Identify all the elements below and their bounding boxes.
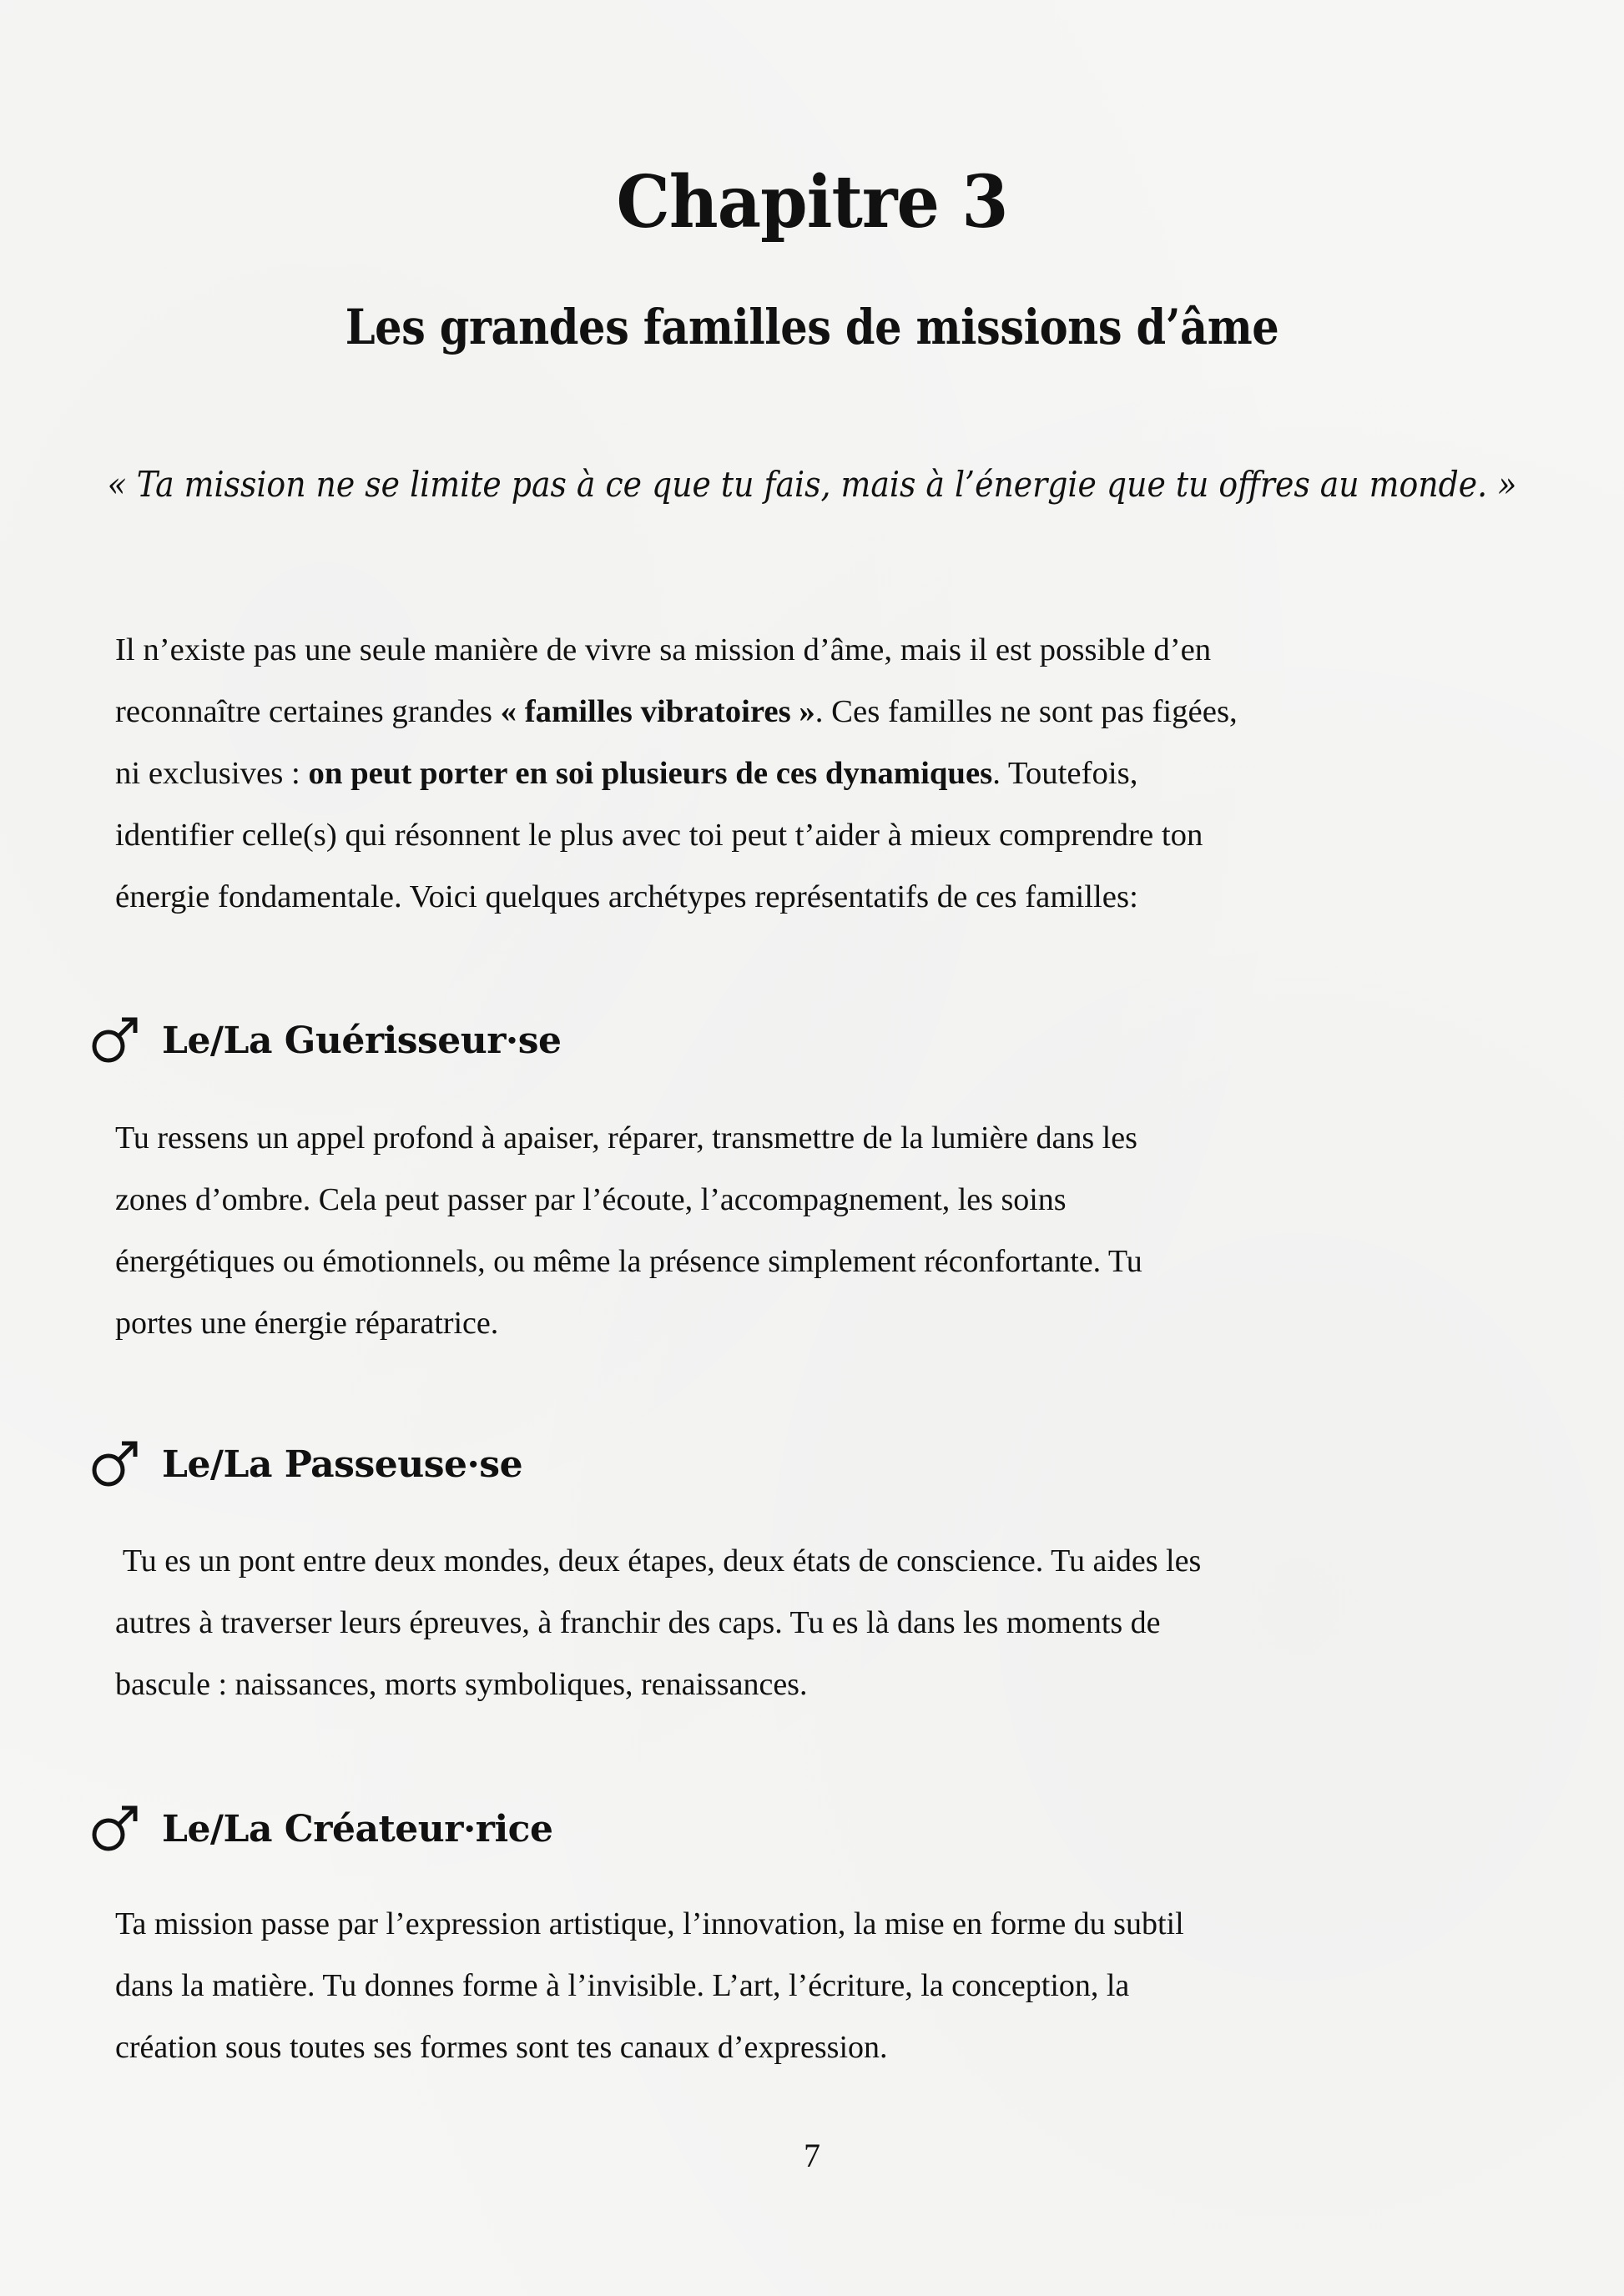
paragraph-line: bascule : naissances, morts symboliques, renaissances. [115, 1667, 808, 1702]
text-run: ni exclusives : [115, 756, 309, 791]
section-title: Le/La Passeuse·se [162, 1443, 523, 1486]
paragraph-line: Ta mission passe par l’expression artistique, l’innovation, la mise en forme du subtil [115, 1906, 1184, 1941]
intro-line: énergie fondamentale. Voici quelques archétypes représentatifs de ces familles: [115, 879, 1138, 914]
paragraph-line: énergétiques ou émotionnels, ou même la présence simplement réconfortante. Tu [115, 1244, 1142, 1279]
paragraph-line: dans la matière. Tu donnes forme à l’invisible. L’art, l’écriture, la conception, la [115, 1968, 1130, 2003]
section-heading-createur [90, 1800, 552, 1858]
intro-line: Il n’existe pas une seule manière de vivre sa mission d’âme, mais il est possible d’en [115, 632, 1212, 667]
section-paragraph [115, 1893, 1534, 2078]
epigraph-quote: « Ta mission ne se limite pas à ce que tu fais, mais à l’énergie que tu offres au monde. » [107, 464, 1517, 505]
intro-line [115, 681, 1562, 743]
male-symbol-icon [90, 1015, 142, 1066]
section-title: Le/La Guérisseur·se [162, 1019, 562, 1062]
text-run: reconnaître certaines grandes [115, 694, 501, 729]
section-title: Le/La Créateur·rice [162, 1807, 553, 1850]
section-paragraph [115, 1107, 1534, 1354]
male-symbol-icon [90, 1803, 142, 1855]
paragraph-line: Tu ressens un appel profond à apaiser, réparer, transmettre de la lumière dans les [115, 1120, 1137, 1156]
section-heading-guerisseur [90, 1011, 562, 1070]
section-paragraph [115, 1530, 1534, 1715]
paragraph-line: portes une énergie réparatrice. [115, 1306, 499, 1341]
intro-line: identifier celle(s) qui résonnent le plus avec toi peut t’aider à mieux comprendre ton [115, 818, 1203, 853]
male-symbol-icon [90, 1438, 142, 1490]
text-run: . Toutefois, [992, 756, 1138, 791]
chapter-title: Chapitre 3 [616, 160, 1008, 244]
paragraph-line: création sous toutes ses formes sont tes canaux d’expression. [115, 2030, 888, 2065]
paragraph-line: zones d’ombre. Cela peut passer par l’écoute, l’accompagnement, les soins [115, 1182, 1067, 1217]
intro-paragraph [115, 619, 1562, 928]
text-run: . Ces familles ne sont pas figées, [815, 694, 1238, 729]
bold-text-run: « familles vibratoires » [500, 694, 815, 729]
bold-text-run: on peut porter en soi plusieurs de ces dynamiques [308, 756, 993, 791]
page-number: 7 [804, 2137, 820, 2174]
chapter-subtitle: Les grandes familles de missions d’âme [345, 299, 1279, 355]
paragraph-line: autres à traverser leurs épreuves, à franchir des caps. Tu es là dans les moments de [115, 1605, 1161, 1640]
intro-line [115, 743, 1562, 804]
paragraph-line: Tu es un pont entre deux mondes, deux étapes, deux états de conscience. Tu aides les [115, 1543, 1202, 1578]
section-heading-passeur [90, 1435, 522, 1493]
